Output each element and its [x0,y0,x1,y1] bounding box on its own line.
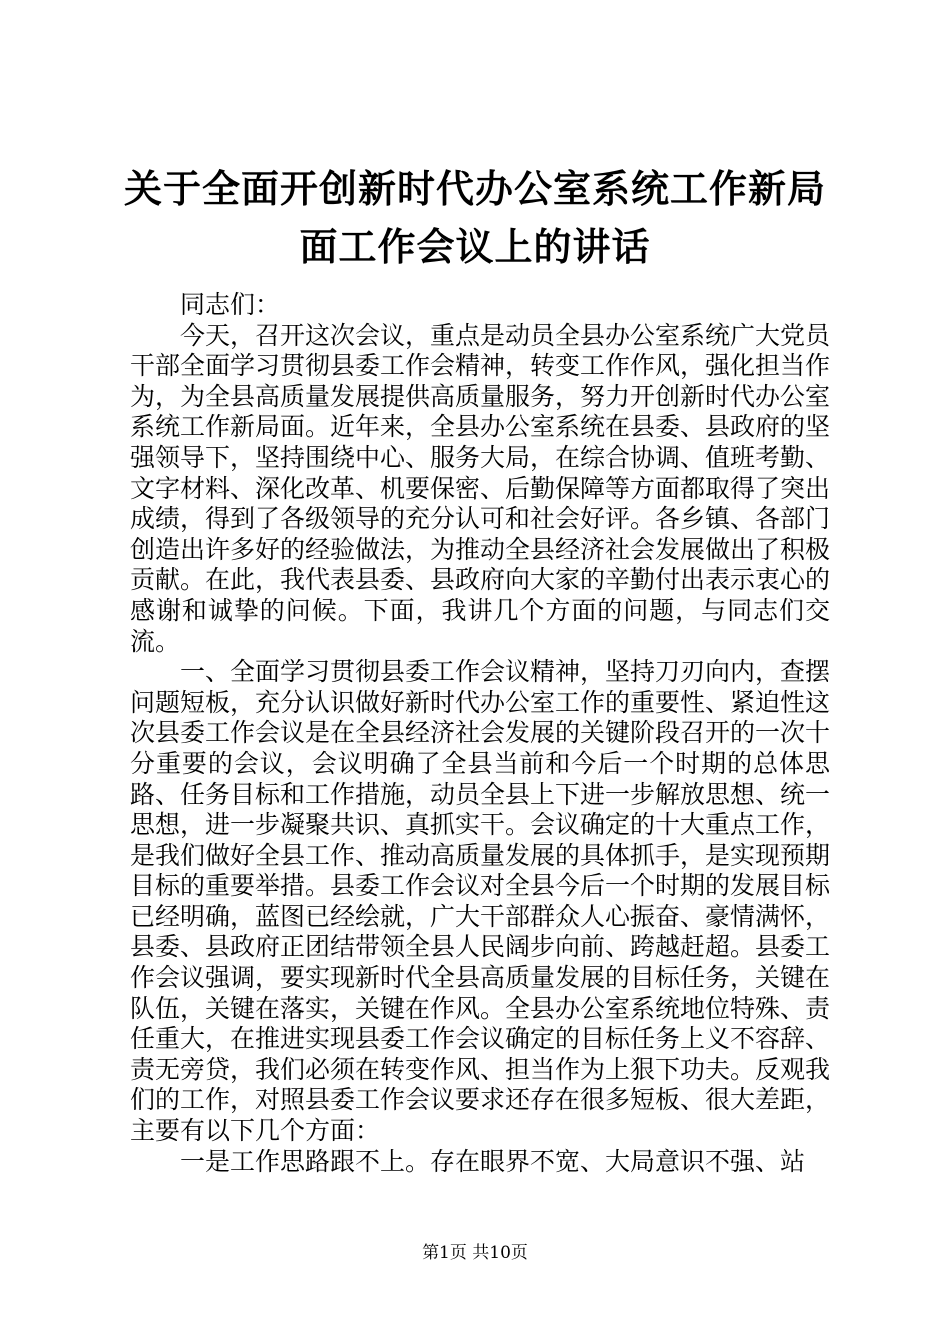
document-body [130,290,830,1177]
section-one-paragraph: 一、全面学习贯彻县委工作会议精神，坚持刀刃向内，查摆问题短板，充分认识做好新时代办公室工作的重要性、紧迫性这次县委工作会议是在全县经济社会发展的关键阶段召开的一次十分重要的会议，会议明确了全县当前和今后一个时期的总体思路、任务目标和工作措施，动员全县上下进一步解放思想、统一思想，进一步凝聚共识、真抓实干。会议确定的十大重点工作，是我们做好全县工作、推动高质量发展的具体抓手，是实现预期目标的重要举措。县委工作会议对全县今后一个时期的发展目标已经明确，蓝图已经绘就，广大干部群众人心振奋、豪情满怀，县委、县政府正团结带领全县人民阔步向前、跨越赶超。县委工作会议强调，要实现新时代全县高质量发展的目标任务，关键在队伍，关键在落实，关键在作风。全县办公室系统地位特殊、责任重大，在推进实现县委工作会议确定的目标任务上义不容辞、责无旁贷，我们必须在转变作风、担当作为上狠下功夫。反观我们的工作，对照县委工作会议要求还存在很多短板、很大差距，主要有以下几个方面： [130,657,831,1146]
page-number-footer: 第1页 共10页 [422,1243,528,1263]
document-title: 关于全面开创新时代办公室系统工作新局面工作会议上的讲话 [123,167,826,269]
intro-paragraph: 今天，召开这次会议，重点是动员全县办公室系统广大党员干部全面学习贯彻县委工作会精神，转变工作作风，强化担当作为，为全县高质量发展提供高质量服务，努力开创新时代办公室系统工作新局面。近年来，全县办公室系统在县委、县政府的坚强领导下，坚持围绕中心、服务大局，在综合协调、值班考勤、文字材料、深化改革、机要保密、后勤保障等方面都取得了突出成绩，得到了各级领导的充分认可和社会好评。各乡镇、各部门创造出许多好的经验做法，为推动全县经济社会发展做出了积极贡献。在此，我代表县委、县政府向大家的辛勤付出表示衷心的感谢和诚挚的问候。下面，我讲几个方面的问题，与同志们交流。 [130,320,831,656]
point-one-paragraph: 一是工作思路跟不上。存在眼界不宽、大局意识不强、站 [180,1146,806,1176]
salutation-paragraph: 同志们： [180,290,281,319]
